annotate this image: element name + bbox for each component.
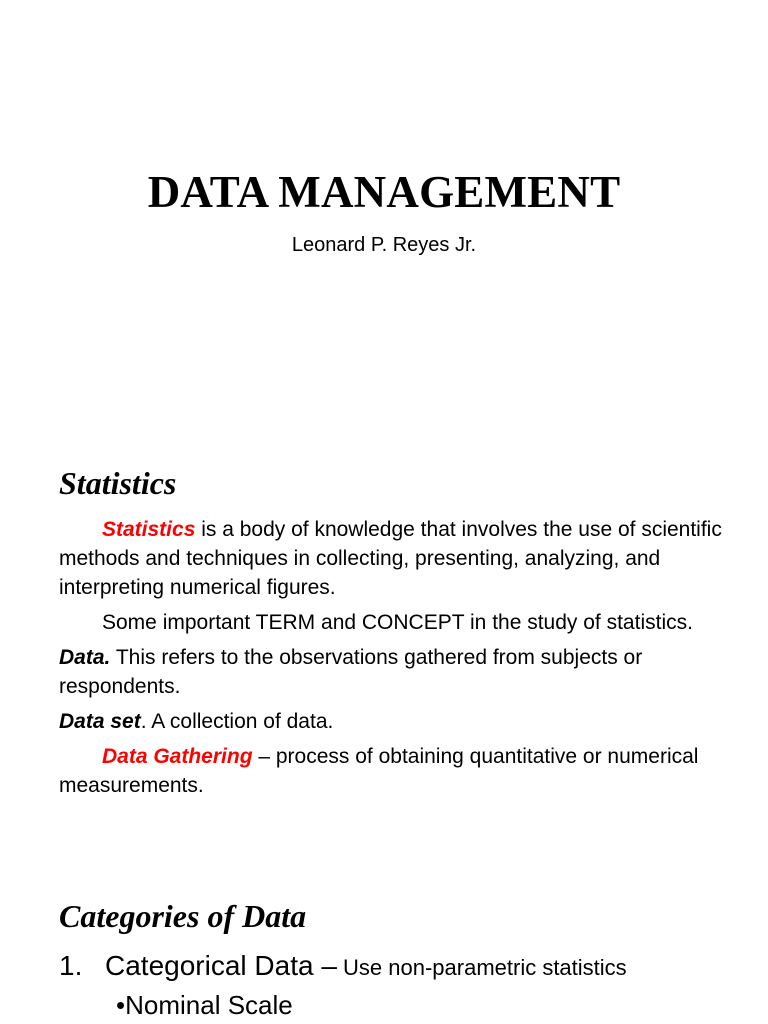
categorical-data-label: Categorical Data –	[105, 950, 337, 981]
data-definition-paragraph	[59, 643, 739, 701]
list-item-categorical-data	[59, 950, 627, 982]
statistics-definition-paragraph	[59, 515, 739, 602]
data-gathering-term: Data Gathering	[102, 745, 253, 768]
bullet-icon: •	[116, 990, 126, 1020]
list-item-number: 1.	[59, 950, 83, 981]
statistics-definition-text: is a body of knowledge that involves the use of scientific methods and techniques in collecting, presenting, analyzing, and interpreting numerical figures.	[59, 518, 722, 599]
section-heading-statistics: Statistics	[59, 465, 177, 501]
categorical-data-note: Use non-parametric statistics	[336, 955, 627, 980]
dataset-term: Data set	[59, 710, 141, 733]
nominal-scale-label: Nominal Scale	[125, 990, 293, 1020]
dataset-definition-text: . A collection of data.	[140, 710, 334, 733]
data-definition-text: This refers to the observations gathered from subjects or respondents.	[59, 646, 643, 698]
statistics-term: Statistics	[102, 518, 196, 541]
data-term: Data.	[59, 646, 111, 669]
section-heading-categories: Categories of Data	[59, 898, 307, 934]
list-item-nominal-scale	[116, 990, 293, 1021]
author-name: Leonard P. Reyes Jr.	[291, 234, 477, 256]
data-gathering-text: – process of obtaining quantitative or numerical measurements.	[59, 745, 699, 797]
document-title: DATA MANAGEMENT	[147, 167, 621, 217]
terms-intro-paragraph: Some important TERM and CONCEPT in the study of statistics.	[102, 611, 693, 634]
dataset-definition-paragraph	[59, 707, 739, 736]
data-gathering-paragraph	[59, 742, 739, 800]
statistics-body	[59, 515, 739, 806]
